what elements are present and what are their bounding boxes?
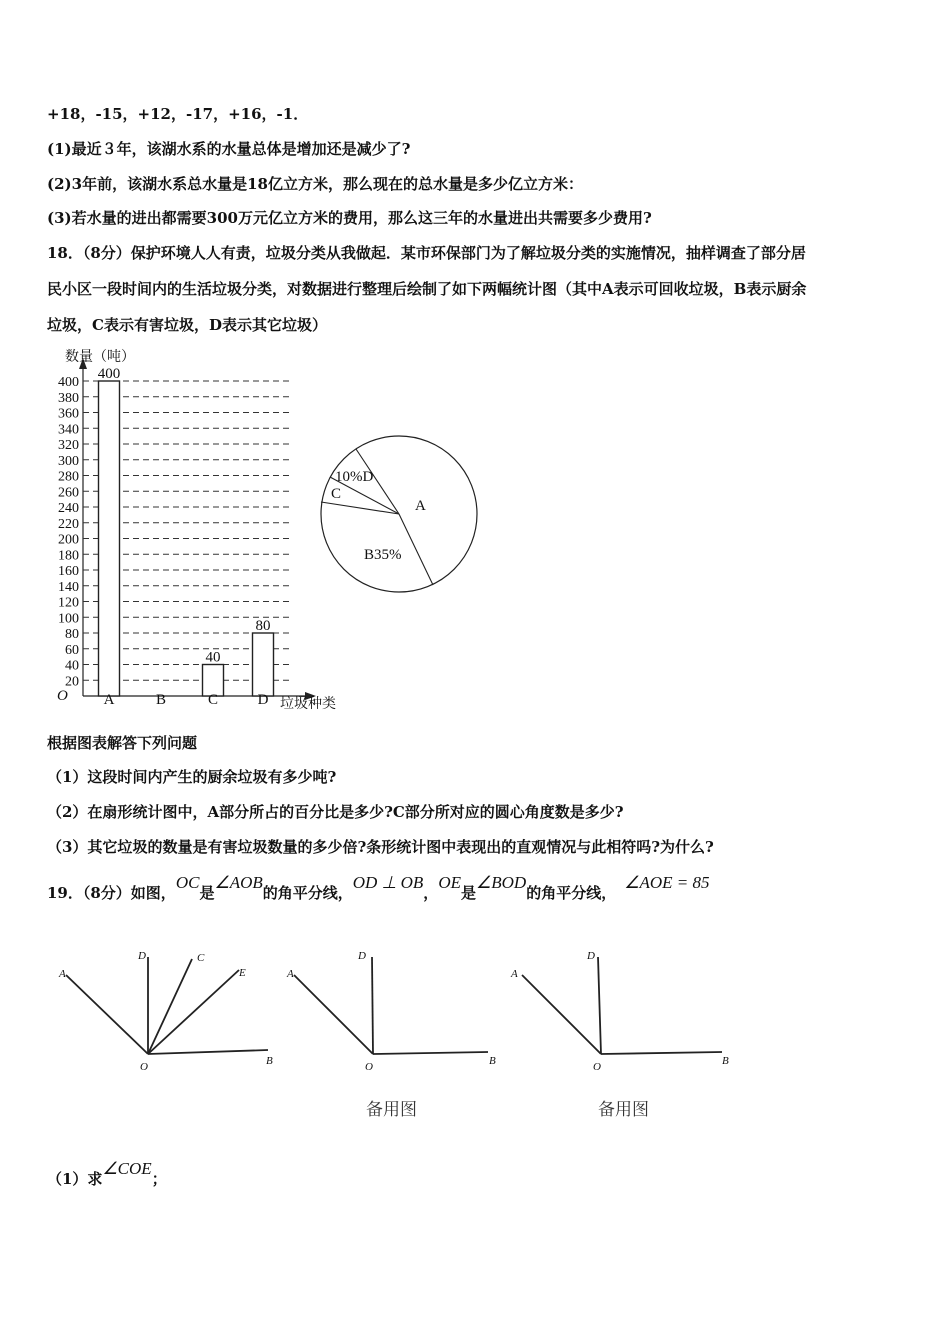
bar-ytick-label: 380 — [58, 390, 79, 406]
q19-sub1-suffix: ； — [151, 1170, 167, 1188]
q18-intro: 根据图表解答下列问题 — [47, 734, 198, 752]
pie-label-a: A — [415, 498, 426, 514]
bar-category-label: A — [103, 692, 115, 708]
q19-is2: 是 — [460, 884, 476, 902]
bar-ytick-label: 80 — [65, 627, 79, 642]
q17-part3: (3)若水量的进出都需要300万元亿立方米的费用，那么这三年的水量进出共需要多少费用? — [47, 209, 652, 227]
pie-boundary-ab — [399, 514, 433, 585]
q18-sub3: （3）其它垃圾的数量是有害垃圾数量的多少倍?条形统计图中表现出的直观情况与此相符吗?为什么? — [47, 838, 714, 856]
bar-ytick-label: 200 — [58, 532, 79, 548]
fig2-label-b: B — [489, 1055, 496, 1067]
q19-od-perp-ob: OD ⊥ OB — [352, 873, 424, 892]
bar-ytick-label: 280 — [58, 469, 79, 485]
fig3-label-d: D — [587, 950, 595, 962]
q19-bisector: 的角平分线， — [262, 884, 353, 902]
bar-ytick-label: 340 — [58, 422, 79, 438]
q19-sub1 — [47, 1159, 167, 1189]
caption-spare-1: 备用图 — [366, 1100, 417, 1120]
q19-angle-aob: ∠AOB — [214, 873, 263, 892]
pie-label-b: B35% — [364, 547, 402, 563]
q17-data-line: +18，-15，+12，-17，+16，-1． — [47, 105, 309, 123]
bar-category-label: B — [155, 692, 167, 708]
q19-angle-aoe: ∠AOE = 85 — [624, 873, 710, 892]
bar-chart — [40, 344, 360, 716]
caption-spare-2: 备用图 — [598, 1100, 649, 1120]
fig3-label-a: A — [511, 968, 518, 980]
q19-bisector2: 的角平分线， — [526, 884, 617, 902]
q18-sub2: （2）在扇形统计图中，A部分所占的百分比是多少?C部分所对应的圆心角度数是多少? — [47, 803, 624, 821]
bar-ytick-label: 160 — [58, 564, 79, 579]
q19-is: 是 — [199, 884, 215, 902]
bar-ytick-label: 360 — [58, 406, 79, 422]
q17-part1: (1)最近３年，该湖水系的水量总体是增加还是减少了? — [47, 140, 411, 158]
bar-ytick-label: 120 — [58, 595, 79, 611]
q18-sub1: （1）这段时间内产生的厨余垃圾有多少吨? — [47, 768, 337, 786]
bar-category-label: C — [207, 692, 219, 708]
bar-ylabel: 数量（吨） — [65, 350, 135, 365]
bar-D — [253, 633, 274, 696]
bar-xlabel: 垃圾种类 — [280, 697, 336, 712]
fig2-label-o: O — [365, 1061, 373, 1073]
bar-ytick-label: 140 — [58, 579, 79, 595]
q19-angle-coe: ∠COE — [102, 1159, 152, 1178]
pie-label-c: C — [331, 486, 342, 502]
q19-angle-bod: ∠BOD — [476, 873, 527, 892]
q18-line3: 垃圾，C表示有害垃圾，D表示其它垃圾） — [47, 316, 327, 334]
figure-spare-1 — [294, 957, 488, 1054]
q19-oc: OC — [175, 873, 200, 892]
fig2-label-a: A — [287, 968, 294, 980]
bar-ytick-label: 220 — [58, 516, 79, 532]
q19-comma: ， — [423, 884, 439, 902]
q19-statement — [47, 873, 710, 903]
q18-line2: 民小区一段时间内的生活垃圾分类，对数据进行整理后绘制了如下两幅统计图（其中A表示可回收垃圾，B表示厨余 — [47, 280, 807, 298]
q19-oe: OE — [438, 873, 461, 892]
fig3-label-o: O — [593, 1061, 601, 1073]
figure-main — [66, 957, 268, 1054]
fig1-label-a: A — [59, 968, 66, 980]
bar-ytick-label: 60 — [65, 642, 79, 658]
bar-ytick-label: 320 — [58, 438, 79, 453]
bar-value-label: 40 — [205, 649, 221, 666]
bar-ytick-label: 260 — [58, 485, 79, 501]
bar-ytick-label: 100 — [58, 611, 79, 627]
bar-ytick-label: 180 — [58, 548, 79, 564]
q19-number: 19．（8分）如图， — [47, 884, 176, 902]
fig1-label-e: E — [239, 967, 246, 979]
bar-ytick-label: 240 — [58, 501, 79, 516]
figure-spare-2 — [522, 957, 722, 1054]
q17-part2: (2)3年前，该湖水系总水量是18亿立方米，那么现在的总水量是多少亿立方米： — [47, 175, 583, 193]
bar-ytick-label: 20 — [65, 674, 79, 690]
bar-A — [99, 381, 120, 696]
fig2-label-d: D — [358, 950, 366, 962]
bar-value-label: 400 — [97, 366, 121, 382]
geometry-figures — [50, 945, 750, 1075]
fig1-label-b: B — [266, 1055, 273, 1067]
q18-line1: 18．（8分）保护环境人人有责，垃圾分类从我做起．某市环保部门为了解垃圾分类的实施情况，抽样调查了部分居 — [47, 244, 806, 262]
fig1-label-o: O — [140, 1061, 148, 1073]
pie-chart — [316, 430, 486, 606]
bar-ytick-label: 400 — [58, 375, 79, 390]
bar-origin: O — [57, 688, 68, 704]
fig3-label-b: B — [722, 1055, 729, 1067]
bar-ytick-label: 300 — [58, 453, 79, 469]
fig1-label-c: C — [197, 952, 205, 964]
q19-sub1-prefix: （1）求 — [47, 1170, 103, 1188]
bar-value-label: 80 — [255, 618, 271, 634]
bar-ytick-label: 40 — [65, 658, 79, 674]
bar-category-label: D — [257, 692, 269, 708]
pie-label-d: 10%D — [335, 469, 374, 485]
fig1-label-d: D — [138, 950, 146, 962]
